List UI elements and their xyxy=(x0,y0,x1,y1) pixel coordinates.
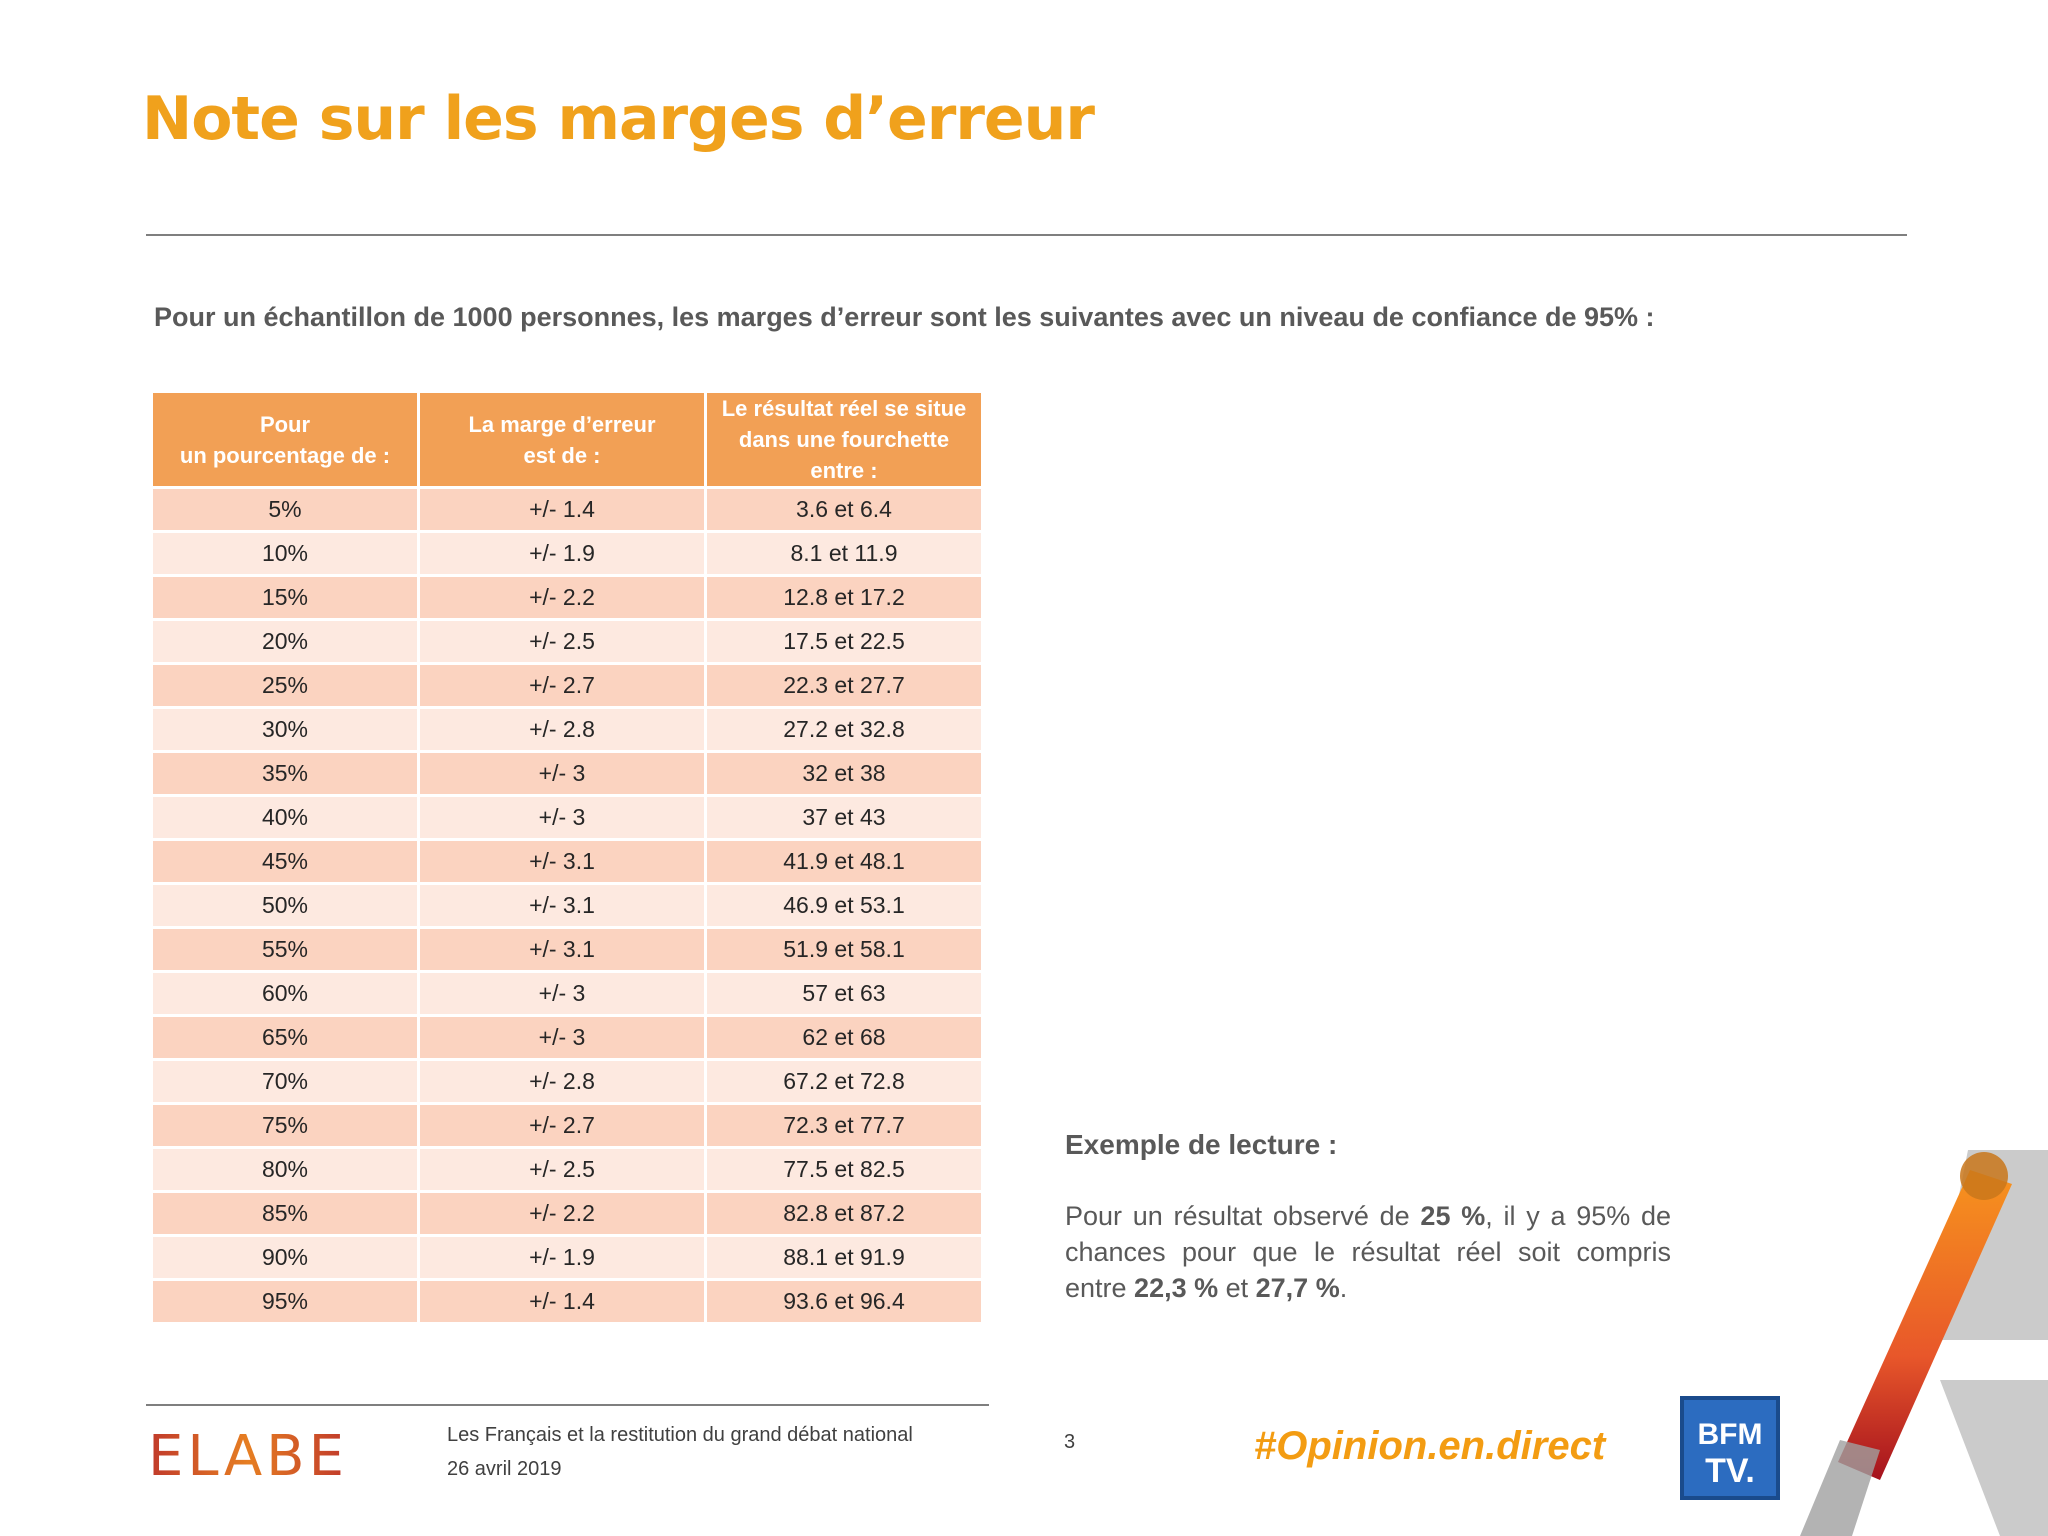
footer-divider xyxy=(146,1404,989,1406)
cell-range: 82.8 et 87.2 xyxy=(707,1193,981,1234)
cell-range: 27.2 et 32.8 xyxy=(707,709,981,750)
cell-percentage: 15% xyxy=(153,577,417,618)
cell-margin: +/- 1.9 xyxy=(420,1237,704,1278)
cell-percentage: 5% xyxy=(153,489,417,530)
cell-percentage: 35% xyxy=(153,753,417,794)
cell-range: 8.1 et 11.9 xyxy=(707,533,981,574)
cell-range: 93.6 et 96.4 xyxy=(707,1281,981,1322)
table-row xyxy=(153,841,981,882)
cell-range: 88.1 et 91.9 xyxy=(707,1237,981,1278)
table-row xyxy=(153,1105,981,1146)
cell-range: 3.6 et 6.4 xyxy=(707,489,981,530)
table-row xyxy=(153,489,981,530)
cell-margin: +/- 3.1 xyxy=(420,885,704,926)
table-header-row xyxy=(153,393,981,486)
table-row xyxy=(153,1237,981,1278)
table-row xyxy=(153,533,981,574)
footer-date: 26 avril 2019 xyxy=(447,1458,562,1480)
footer-study-title: Les Français et la restitution du grand débat national xyxy=(447,1424,913,1446)
table-row xyxy=(153,753,981,794)
page-title: Note sur les marges d’erreur xyxy=(142,84,1094,154)
cell-range: 62 et 68 xyxy=(707,1017,981,1058)
cell-margin: +/- 2.7 xyxy=(420,665,704,706)
example-lower-bound: 22,3 % xyxy=(1134,1273,1219,1303)
cell-margin: +/- 2.2 xyxy=(420,1193,704,1234)
cell-percentage: 75% xyxy=(153,1105,417,1146)
cell-percentage: 80% xyxy=(153,1149,417,1190)
cell-margin: +/- 3 xyxy=(420,973,704,1014)
title-divider xyxy=(146,234,1907,236)
cell-percentage: 25% xyxy=(153,665,417,706)
header-margin: La marge d’erreur est de : xyxy=(420,393,704,486)
cell-range: 32 et 38 xyxy=(707,753,981,794)
table-row xyxy=(153,1149,981,1190)
cell-percentage: 40% xyxy=(153,797,417,838)
cell-percentage: 90% xyxy=(153,1237,417,1278)
cell-margin: +/- 2.7 xyxy=(420,1105,704,1146)
cell-range: 12.8 et 17.2 xyxy=(707,577,981,618)
cell-percentage: 10% xyxy=(153,533,417,574)
table-row xyxy=(153,1193,981,1234)
decorative-a-shape xyxy=(1800,1150,2048,1536)
cell-margin: +/- 3.1 xyxy=(420,841,704,882)
table-row xyxy=(153,577,981,618)
elabe-logo: ELABE xyxy=(148,1424,348,1489)
cell-margin: +/- 1.4 xyxy=(420,1281,704,1322)
hashtag-text: #Opinion.en.direct xyxy=(1254,1424,1606,1468)
cell-percentage: 30% xyxy=(153,709,417,750)
cell-range: 41.9 et 48.1 xyxy=(707,841,981,882)
cell-range: 67.2 et 72.8 xyxy=(707,1061,981,1102)
cell-margin: +/- 2.8 xyxy=(420,709,704,750)
cell-margin: +/- 1.9 xyxy=(420,533,704,574)
cell-percentage: 60% xyxy=(153,973,417,1014)
cell-range: 37 et 43 xyxy=(707,797,981,838)
example-upper-bound: 27,7 % xyxy=(1255,1273,1340,1303)
cell-margin: +/- 3.1 xyxy=(420,929,704,970)
cell-margin: +/- 2.8 xyxy=(420,1061,704,1102)
cell-percentage: 65% xyxy=(153,1017,417,1058)
table-row xyxy=(153,797,981,838)
page-number: 3 xyxy=(1064,1431,1076,1453)
cell-percentage: 55% xyxy=(153,929,417,970)
cell-margin: +/- 2.5 xyxy=(420,1149,704,1190)
cell-percentage: 45% xyxy=(153,841,417,882)
header-range: Le résultat réel se situe dans une fourchette entre : xyxy=(707,393,981,486)
cell-range: 72.3 et 77.7 xyxy=(707,1105,981,1146)
cell-margin: +/- 2.5 xyxy=(420,621,704,662)
cell-range: 22.3 et 27.7 xyxy=(707,665,981,706)
table-row xyxy=(153,1017,981,1058)
cell-percentage: 95% xyxy=(153,1281,417,1322)
table-row xyxy=(153,621,981,662)
intro-text: Pour un échantillon de 1000 personnes, les marges d’erreur sont les suivantes avec un niveau de confiance de 95% : xyxy=(154,302,1655,332)
cell-percentage: 20% xyxy=(153,621,417,662)
table-row xyxy=(153,709,981,750)
table-row xyxy=(153,885,981,926)
table-row xyxy=(153,1281,981,1322)
cell-margin: +/- 3 xyxy=(420,1017,704,1058)
header-percentage: Pour un pourcentage de : xyxy=(153,393,417,486)
cell-percentage: 70% xyxy=(153,1061,417,1102)
cell-range: 46.9 et 53.1 xyxy=(707,885,981,926)
cell-margin: +/- 3 xyxy=(420,797,704,838)
svg-text:BFM: BFM xyxy=(1697,1418,1763,1451)
table-row xyxy=(153,665,981,706)
cell-range: 17.5 et 22.5 xyxy=(707,621,981,662)
svg-text:TV.: TV. xyxy=(1705,1452,1755,1490)
cell-range: 51.9 et 58.1 xyxy=(707,929,981,970)
cell-margin: +/- 3 xyxy=(420,753,704,794)
cell-margin: +/- 2.2 xyxy=(420,577,704,618)
example-label: Exemple de lecture : xyxy=(1065,1129,1338,1160)
cell-range: 77.5 et 82.5 xyxy=(707,1149,981,1190)
cell-range: 57 et 63 xyxy=(707,973,981,1014)
table-row xyxy=(153,929,981,970)
bfmtv-logo xyxy=(1680,1396,1780,1500)
cell-percentage: 50% xyxy=(153,885,417,926)
table-row xyxy=(153,973,981,1014)
error-margin-table xyxy=(150,390,984,1325)
example-text: Pour un résultat observé de 25 %, il y a 95% de chances pour que le résultat réel soit compris entre 22,3 % et 27,7 %. xyxy=(1065,1201,1672,1303)
cell-percentage: 85% xyxy=(153,1193,417,1234)
example-observed-value: 25 % xyxy=(1420,1201,1486,1231)
table-row xyxy=(153,1061,981,1102)
cell-margin: +/- 1.4 xyxy=(420,489,704,530)
